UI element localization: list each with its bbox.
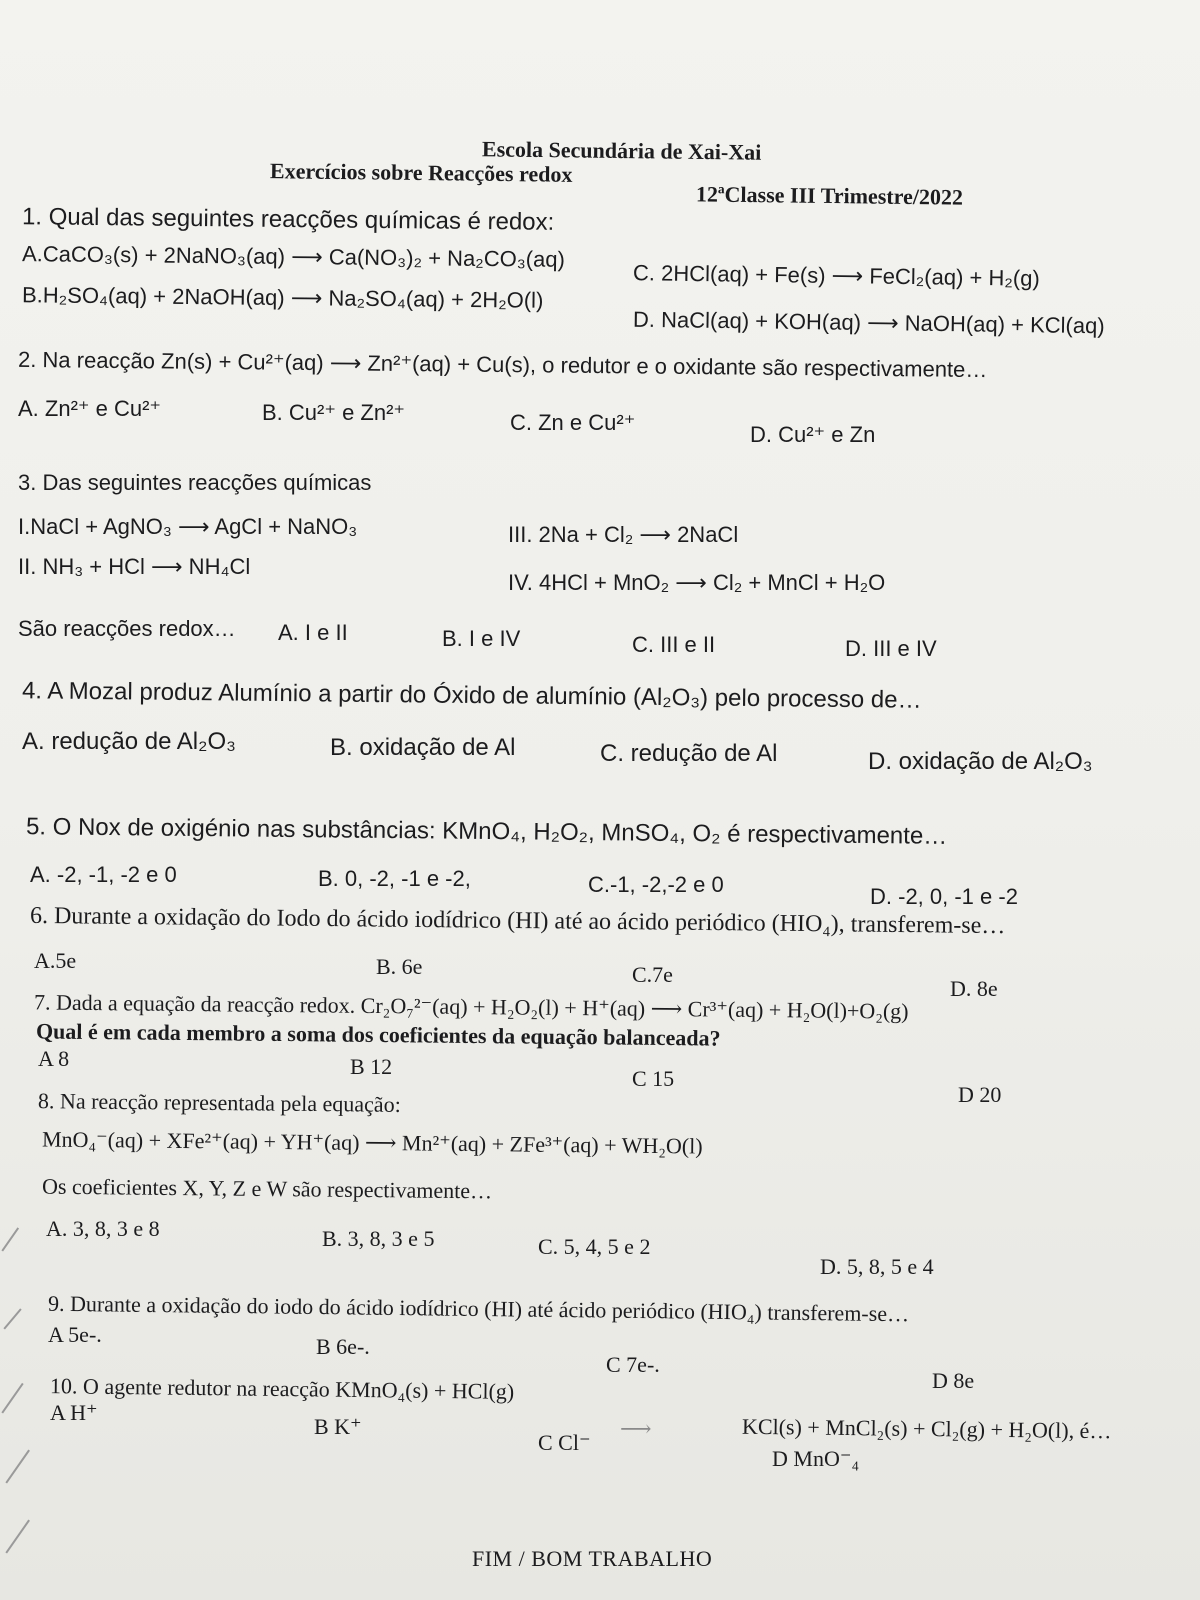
q3-reaction-2: II. NH₃ + HCl ⟶ NH₄Cl: [18, 554, 251, 579]
q3-reaction-4: IV. 4HCl + MnO₂ ⟶ Cl₂ + MnCl + H₂O: [508, 570, 886, 595]
q1-option-d: D. NaCl(aq) + KOH(aq) ⟶ NaOH(aq) + KCl(aq): [632, 306, 1105, 339]
pencil-mark: [3, 1308, 21, 1329]
q5-option-c: C.-1, -2,-2 e 0: [588, 872, 724, 897]
q8-question: Os coeficientes X, Y, Z e W são respectivamente…: [41, 1173, 493, 1204]
q6-option-b: B. 6e: [376, 954, 423, 979]
q3-reaction-1: I.NaCl + AgNO₃ ⟶ AgCl + NaNO₃: [18, 514, 358, 539]
q5-option-a: A. -2, -1, -2 e 0: [30, 862, 177, 887]
q2-stem: 2. Na reacção Zn(s) + Cu²⁺(aq) ⟶ Zn²⁺(aq) + Cu(s), o redutor e o oxidante são respectivamente…: [17, 346, 988, 383]
q4-stem: 4. A Mozal produz Alumínio a partir do Óxido de alumínio (Al₂O₃) pelo processo de…: [21, 677, 922, 714]
q3-option-a: A. I e II: [278, 620, 348, 645]
q7-option-a: A 8: [38, 1046, 70, 1071]
q6-option-c: C.7e: [632, 962, 673, 987]
q9-option-d: D 8e: [932, 1368, 975, 1393]
q7-question: Qual é em cada membro a soma dos coeficientes da equação balanceada?: [35, 1018, 721, 1051]
q9-option-a: A 5e-.: [48, 1322, 102, 1347]
q3-option-d: D. III e IV: [845, 636, 937, 661]
q1-option-a: A.CaCO₃(s) + 2NaNO₃(aq) ⟶ Ca(NO₃)₂ + Na₂CO₃(aq): [21, 241, 566, 272]
q3-option-c: C. III e II: [632, 632, 716, 657]
q4-option-b: B. oxidação de Al: [330, 734, 516, 761]
q8-option-a: A. 3, 8, 3 e 8: [46, 1216, 160, 1241]
q8-option-c: C. 5, 4, 5 e 2: [538, 1234, 651, 1259]
q8-equation: MnO₄⁻(aq) + XFe²⁺(aq) + YH⁺(aq) ⟶ Mn²⁺(aq) + ZFe³⁺(aq) + WH₂O(l): [41, 1126, 703, 1159]
q4-option-a: A. redução de Al₂O₃: [22, 728, 236, 755]
class-term: 12ªClasse III Trimestre/2022: [695, 181, 964, 210]
pencil-mark: [1, 1383, 23, 1413]
q9-option-c: C 7e-.: [606, 1352, 660, 1377]
q10-reaction-arrow: ⟶: [620, 1416, 652, 1441]
pencil-mark: [1, 1227, 18, 1251]
q1-option-b: B.H₂SO₄(aq) + 2NaOH(aq) ⟶ Na₂SO₄(aq) + 2H₂O(l): [21, 282, 544, 313]
q1-option-c: C. 2HCl(aq) + Fe(s) ⟶ FeCl₂(aq) + H₂(g): [632, 260, 1040, 291]
q7-option-c: C 15: [632, 1066, 675, 1091]
q8-option-b: B. 3, 8, 3 e 5: [322, 1226, 435, 1251]
q6-option-d: D. 8e: [950, 976, 998, 1001]
q9-option-b: B 6e-.: [316, 1334, 370, 1359]
q3-option-b: B. I e IV: [442, 626, 521, 651]
q7-stem: 7. Dada a equação da reacção redox. Cr₂O₇²⁻(aq) + H₂O₂(l) + H⁺(aq) ⟶ Cr³⁺(aq) + H₂O(l)+O₂(g): [33, 989, 909, 1024]
q2-option-a: A. Zn²⁺ e Cu²⁺: [18, 396, 162, 421]
q9-stem: 9. Durante a oxidação do iodo do ácido iodídrico (HI) até ácido periódico (HIO₄) transferem-se…: [47, 1290, 910, 1327]
q10-stem: 10. O agente redutor na reacção KMnO₄(s) + HCl(g): [49, 1373, 515, 1404]
q5-stem: 5. O Nox de oxigénio nas substâncias: KMnO₄, H₂O₂, MnSO₄, O₂ é respectivamente…: [25, 813, 948, 850]
q3-question: São reacções redox…: [18, 616, 236, 641]
q6-stem: 6. Durante a oxidação do Iodo do ácido iodídrico (HI) até ao ácido periódico (HIO₄), transferem-se…: [29, 902, 1006, 940]
q5-option-d: D. -2, 0, -1 e -2: [870, 884, 1018, 909]
q3-stem: 3. Das seguintes reacções químicas: [18, 470, 372, 495]
q10-option-c: C Cl⁻: [538, 1430, 591, 1455]
q8-stem: 8. Na reacção representada pela equação:: [37, 1088, 401, 1117]
q8-option-d: D. 5, 8, 5 e 4: [820, 1254, 934, 1279]
q7-option-b: B 12: [350, 1054, 393, 1079]
q1-stem: 1. Qual das seguintes reacções químicas é redox:: [21, 203, 555, 236]
q10-option-b: B K⁺: [314, 1414, 362, 1439]
q2-option-c: C. Zn e Cu²⁺: [510, 410, 636, 435]
footer-text: FIM / BOM TRABALHO: [472, 1546, 713, 1571]
q5-option-b: B. 0, -2, -1 e -2,: [318, 866, 471, 891]
q4-option-d: D. oxidação de Al₂O₃: [868, 748, 1093, 775]
q2-option-d: D. Cu²⁺ e Zn: [750, 422, 876, 447]
pencil-mark: [5, 1450, 29, 1484]
q10-option-a: A H⁺: [50, 1400, 98, 1425]
q3-reaction-3: III. 2Na + Cl₂ ⟶ 2NaCl: [508, 522, 739, 547]
q6-option-a: A.5e: [34, 948, 77, 973]
q7-option-d: D 20: [958, 1082, 1002, 1107]
pencil-mark: [5, 1520, 29, 1554]
q10-option-d: D MnO⁻₄: [772, 1446, 860, 1471]
q2-option-b: B. Cu²⁺ e Zn²⁺: [262, 400, 406, 425]
sheet-title: Exercícios sobre Reacções redox: [269, 158, 573, 187]
q10-products: KCl(s) + MnCl₂(s) + Cl₂(g) + H₂O(l), é…: [741, 1413, 1112, 1444]
q4-option-c: C. redução de Al: [600, 740, 778, 767]
school-name: Escola Secundária de Xai-Xai: [481, 136, 762, 165]
